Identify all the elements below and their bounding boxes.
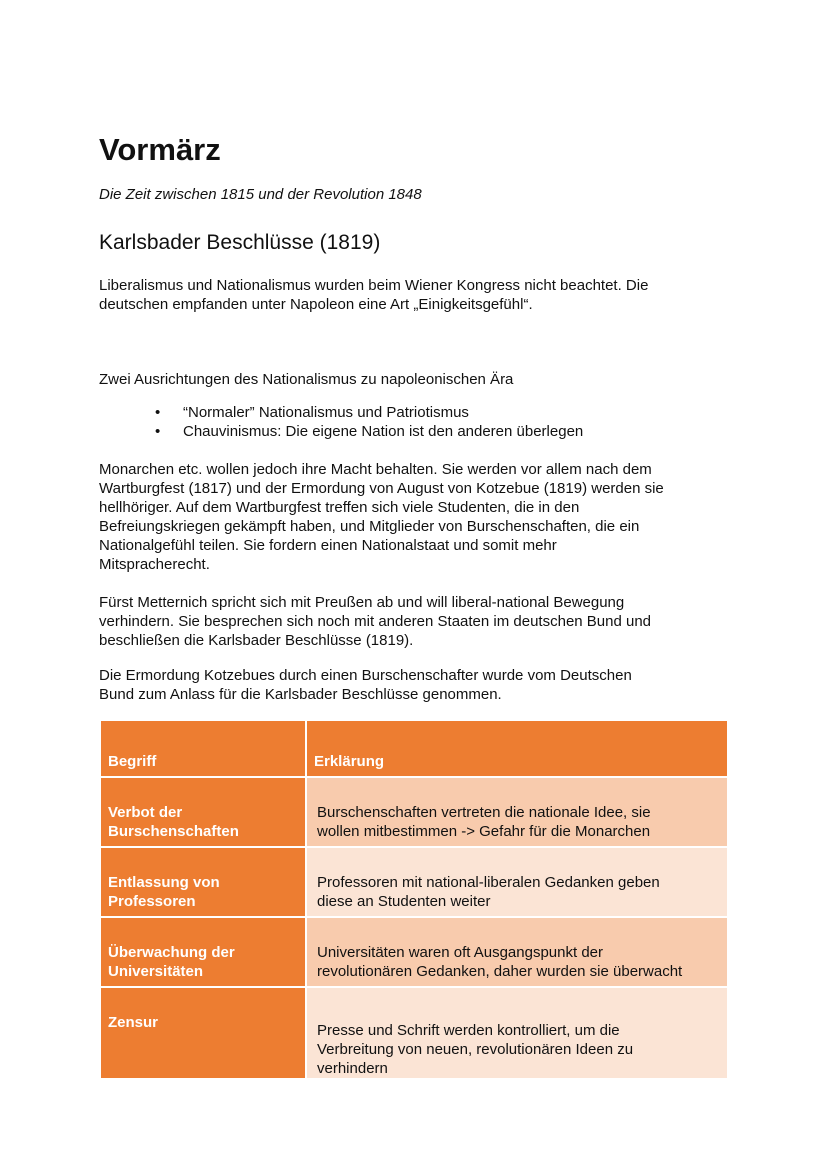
table-row (100, 987, 728, 1079)
desc-cell: Universitäten waren oft Ausgangspunkt der revolutionären Gedanken, daher wurden sie überwacht (306, 917, 728, 987)
desc-cell: Presse und Schrift werden kontrolliert, um die Verbreitung von neuen, revolutionären Ideen zu verhindern (306, 987, 728, 1079)
text-line: Monarchen etc. wollen jedoch ihre Macht behalten. Sie werden vor allem nach dem (99, 461, 652, 478)
text-line: Bund zum Anlass für die Karlsbader Beschlüsse genommen. (99, 686, 502, 703)
list-item-text: Chauvinismus: Die eigene Nation ist den anderen überlegen (183, 423, 584, 440)
text-line: hellhöriger. Auf dem Wartburgfest treffen sich viele Studenten, die in den (99, 499, 580, 516)
text-line: verhindern. Sie besprechen sich noch mit anderen Staaten im deutschen Bund und (99, 613, 652, 630)
bullet-icon: • (155, 423, 161, 440)
text-line: Nationalgefühl teilen. Sie fordern einen Nationalstaat und somit mehr (99, 537, 557, 554)
paragraph-metternich (99, 593, 651, 650)
term-cell: Verbot der Burschenschaften (100, 777, 306, 847)
header-begriff: Begriff (100, 720, 306, 777)
text-line: Mitspracherecht. (99, 556, 210, 573)
term-cell: Zensur (100, 987, 306, 1079)
section-heading: Karlsbader Beschlüsse (1819) (99, 231, 381, 254)
term-cell: Überwachung der Universitäten (100, 917, 306, 987)
text-line: deutschen empfanden unter Napoleon eine Art „Einigkeitsgefühl“. (99, 296, 533, 313)
table-row (100, 777, 728, 847)
list-item-text: “Normaler” Nationalismus und Patriotismus (183, 404, 469, 421)
list-item (155, 403, 583, 422)
paragraph-kotzebue (99, 666, 632, 704)
text-line: Befreiungskriegen gekämpft haben, und Mitglieder von Burschenschaften, die ein (99, 518, 640, 535)
list-item (155, 422, 583, 441)
subtitle: Die Zeit zwischen 1815 und der Revolution 1848 (99, 186, 422, 203)
intro-paragraph (99, 276, 648, 314)
text-line: Die Ermordung Kotzebues durch einen Burschenschafter wurde vom Deutschen (99, 667, 632, 684)
text-line: Fürst Metternich spricht sich mit Preußen ab und will liberal-national Bewegung (99, 594, 625, 611)
paragraph-monarchen (99, 460, 664, 574)
text-line: beschließen die Karlsbader Beschlüsse (1819). (99, 632, 414, 649)
desc-cell: Burschenschaften vertreten die nationale Idee, sie wollen mitbestimmen -> Gefahr für die Monarchen (306, 777, 728, 847)
bullet-list (155, 403, 583, 441)
list-intro: Zwei Ausrichtungen des Nationalismus zu napoleonischen Ära (99, 371, 514, 388)
term-cell: Entlassung von Professoren (100, 847, 306, 917)
text-line: Liberalismus und Nationalismus wurden beim Wiener Kongress nicht beachtet. Die (99, 277, 649, 294)
table-row (100, 847, 728, 917)
page-title: Vormärz (99, 132, 221, 167)
header-erklaerung: Erklärung (306, 720, 728, 777)
table-row (100, 917, 728, 987)
karlsbad-table (99, 719, 729, 1080)
table-header-row (100, 720, 728, 777)
desc-cell: Professoren mit national-liberalen Gedanken geben diese an Studenten weiter (306, 847, 728, 917)
bullet-icon: • (155, 404, 161, 421)
text-line: Wartburgfest (1817) und der Ermordung von August von Kotzebue (1819) werden sie (99, 480, 664, 497)
